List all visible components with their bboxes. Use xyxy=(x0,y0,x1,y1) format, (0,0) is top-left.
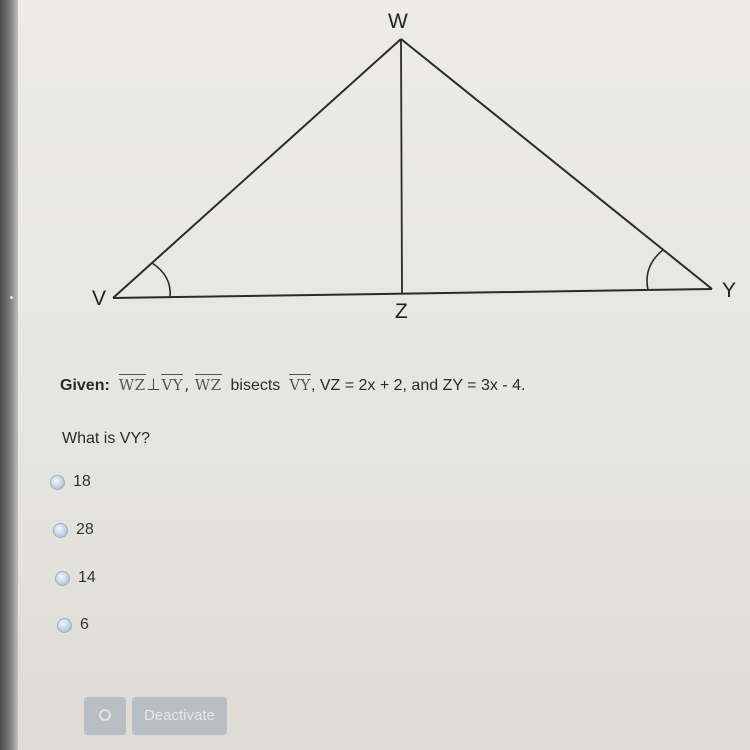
side-vy xyxy=(113,289,712,298)
given-equations: , VZ = 2x + 2, and ZY = 3x - 4. xyxy=(310,377,526,394)
question-text: What is VY? xyxy=(62,430,151,447)
vertex-label-y: Y xyxy=(722,279,737,302)
answer-option-1[interactable] xyxy=(50,473,91,491)
segment-wz xyxy=(401,39,402,294)
option-label: 14 xyxy=(78,569,96,586)
angle-mark-v xyxy=(152,263,170,297)
given-prefix: Given: xyxy=(60,377,110,394)
option-label: 6 xyxy=(80,616,89,633)
answer-option-3[interactable] xyxy=(55,569,96,587)
segment-vy-label: VY xyxy=(161,376,184,394)
option-label: 28 xyxy=(76,521,94,538)
radio-button[interactable] xyxy=(53,523,68,538)
search-icon xyxy=(99,709,111,721)
radio-button[interactable] xyxy=(57,618,72,633)
perpendicular-symbol: ⊥ xyxy=(146,375,161,394)
triangle-figure xyxy=(0,0,750,340)
segment-wz-label-2: WZ xyxy=(194,376,222,394)
side-wv xyxy=(113,39,401,298)
bisects-text: bisects xyxy=(230,377,281,394)
radio-button[interactable] xyxy=(50,475,65,490)
segment-vy-label-2: VY xyxy=(289,376,311,394)
triangle-svg xyxy=(0,0,750,340)
segment-wz-label: WZ xyxy=(118,376,146,394)
answer-option-2[interactable] xyxy=(53,521,94,539)
search-icon-button[interactable] xyxy=(84,697,126,735)
radio-button[interactable] xyxy=(55,571,70,586)
option-label: 18 xyxy=(73,473,91,490)
answer-option-4[interactable] xyxy=(57,616,89,634)
vertex-label-w: W xyxy=(388,10,408,33)
angle-mark-y xyxy=(647,250,663,290)
vertex-label-v: V xyxy=(92,287,107,310)
given-statement xyxy=(60,374,525,395)
deactivate-button[interactable]: Deactivate xyxy=(132,697,227,735)
comma-separator: , xyxy=(184,375,190,394)
bottom-toolbar xyxy=(84,697,227,735)
side-wy xyxy=(401,39,712,289)
vertex-label-z: Z xyxy=(395,300,408,323)
